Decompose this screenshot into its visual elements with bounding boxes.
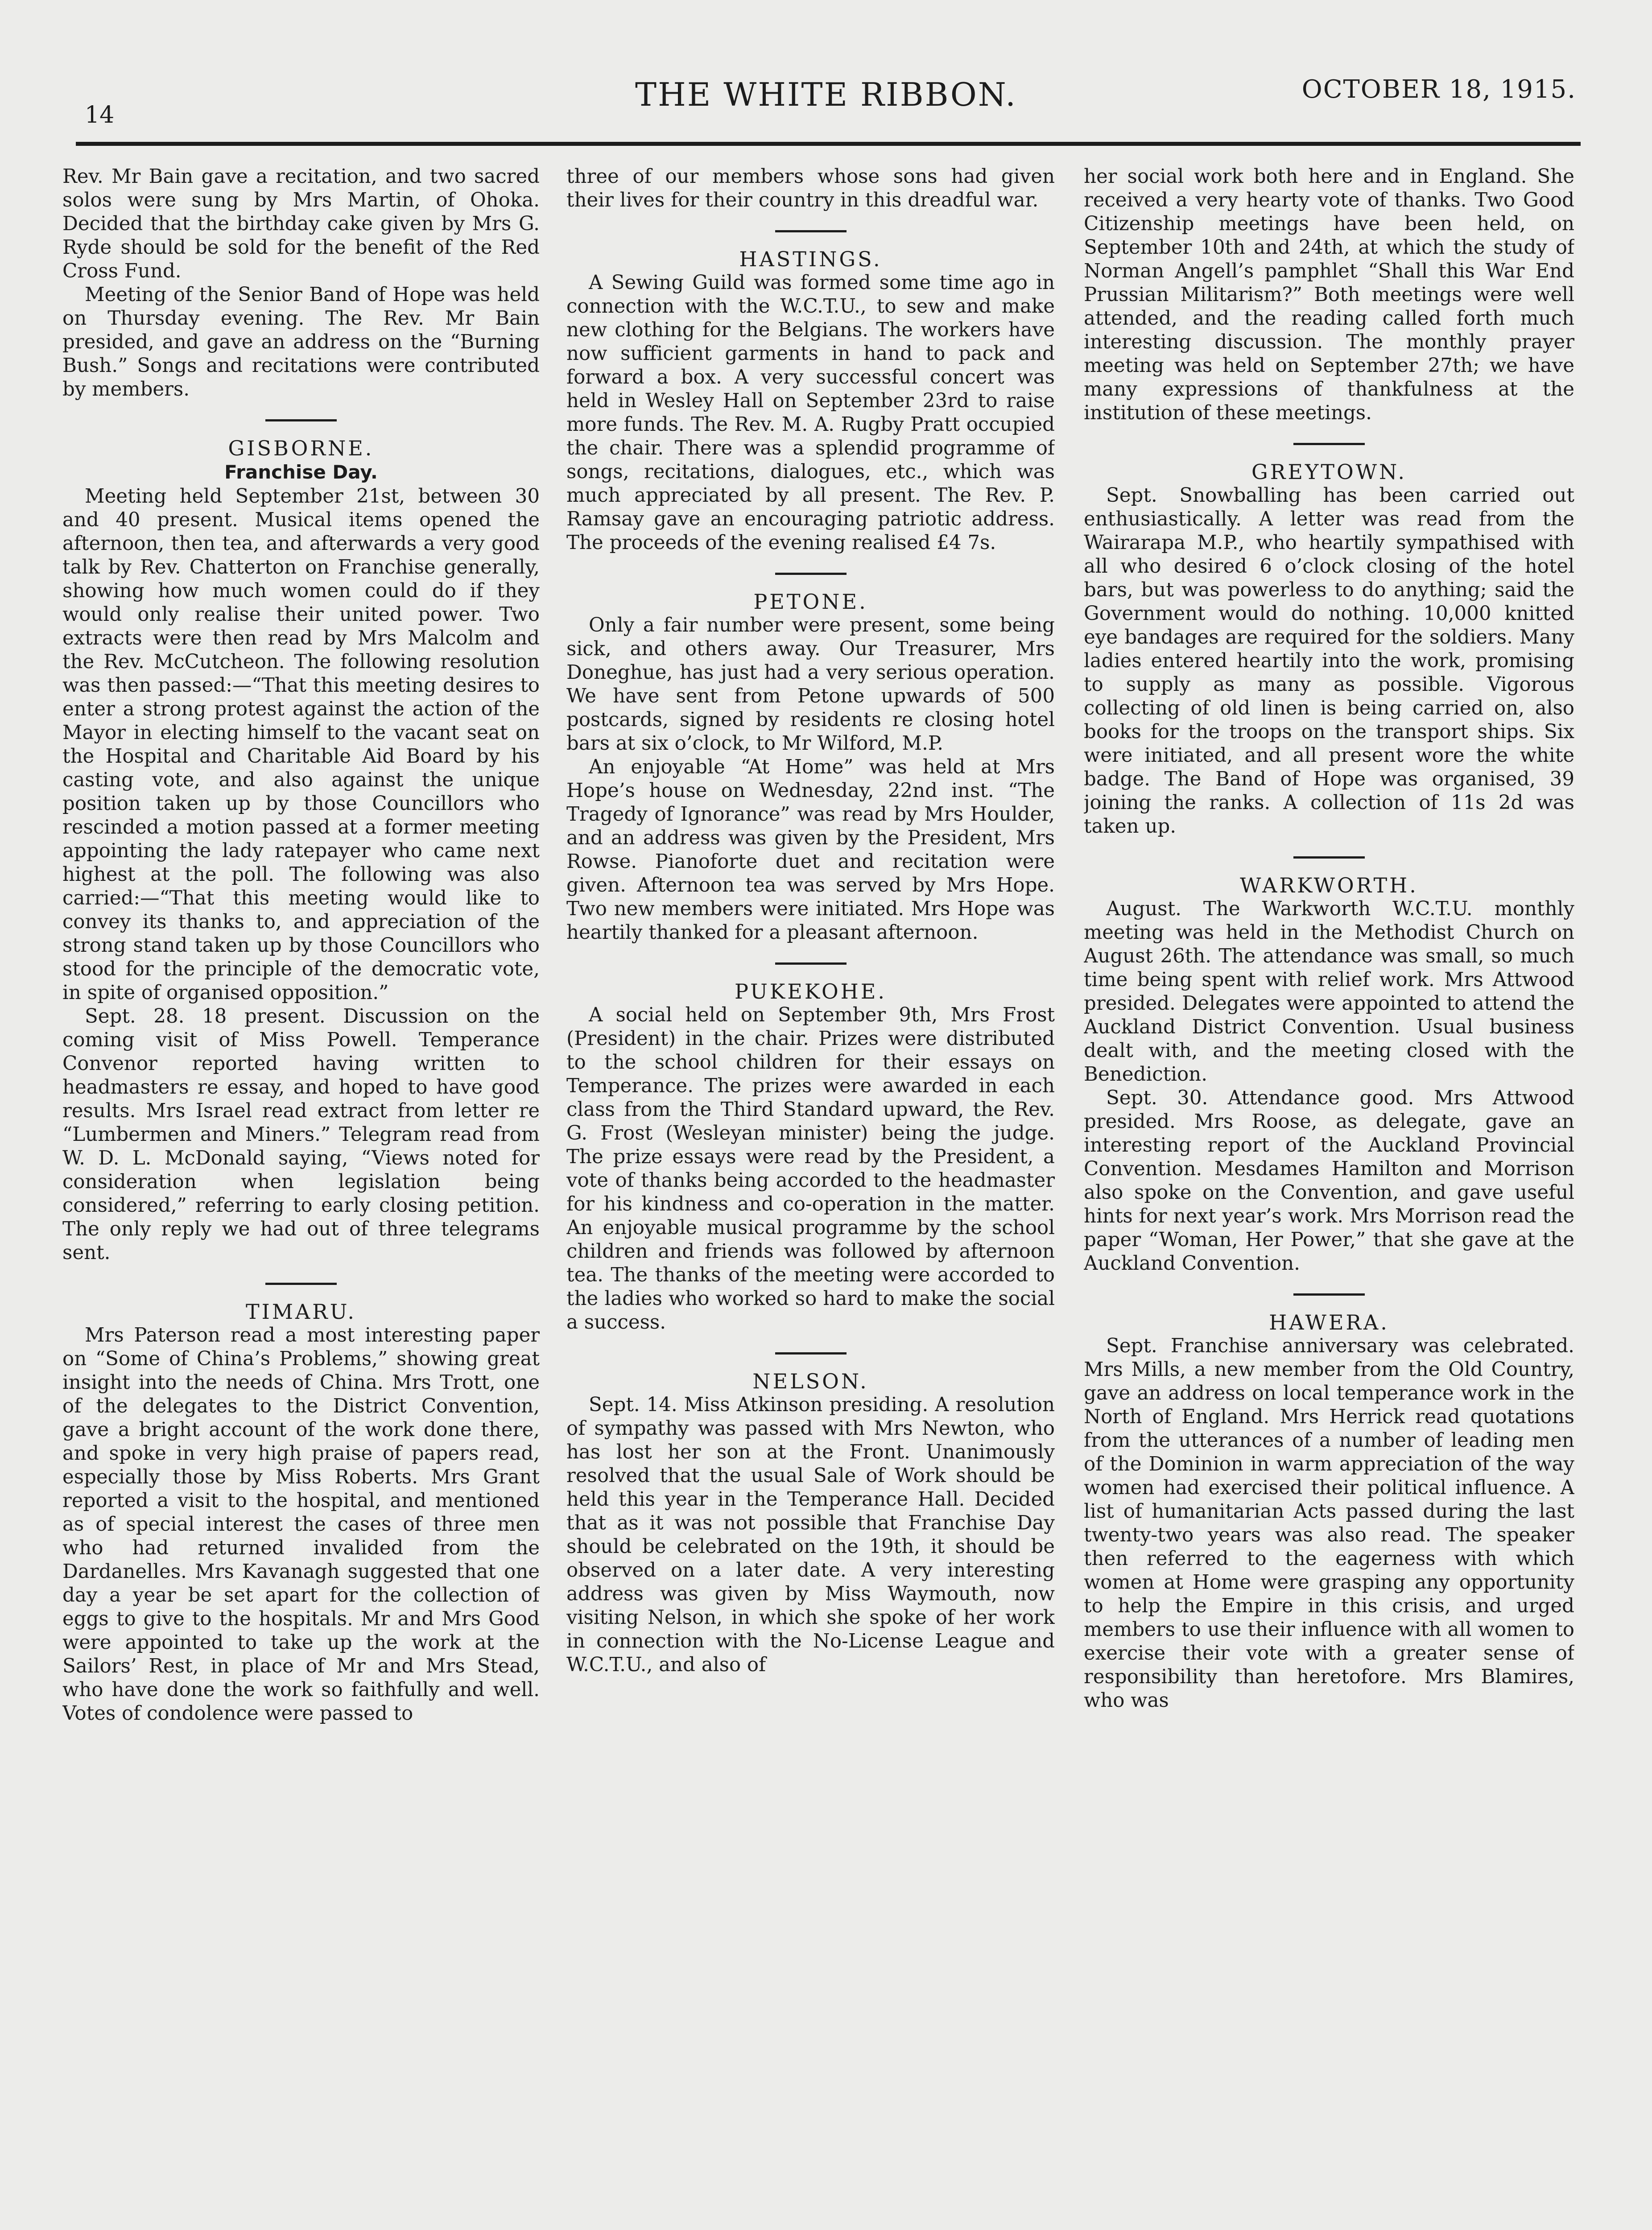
paragraph: Sept. 14. Miss Atkinson presiding. A resolution of sympathy was passed with Mrs Newton, who has lost her son at the Front. Unanimously resolved that the usual Sale of Work should be held this year in the Temperance Hall. Decided that as it was not possible that Franchise Day should be celebrated on the 19th, it should be observed on a later date. A very interesting address was given by Miss Waymouth, now visiting Nelson, in which she spoke of her work in connection with the No-License League and W.C.T.U., and also of xyxy=(566,1394,1055,1676)
paragraph: her social work both here and in England. She received a very hearty vote of thanks. Two Good Citizenship meetings have been held, on September 10th and 24th, at which the study of Norman Angell’s pamphlet “Shall this War End Prussian Militarism?” Both meetings were well attended, and the reading called forth much interesting discussion. The monthly prayer meeting was held on September 27th; we have many expressions of thankfulness at the institution of these meetings. xyxy=(1084,165,1574,424)
paragraph: Only a fair number were present, some being sick, and others away. Our Treasurer, Mrs Doneghue, has just had a very serious operation. We have sent from Petone upwards of 500 postcards, signed by residents re closing hotel bars at six o’clock, to Mr Wilford, M.P. xyxy=(566,614,1055,755)
section-divider xyxy=(265,1283,337,1285)
section-divider xyxy=(775,1352,847,1355)
page-header xyxy=(0,0,1652,147)
section-divider xyxy=(775,573,847,575)
column-1 xyxy=(62,165,540,2230)
section-title-hawera: HAWERA. xyxy=(1269,1310,1389,1334)
paragraph: Mrs Paterson read a most interesting paper on “Some of China’s Problems,” showing great insight into the needs of China. Mrs Trott, one of the delegates to the District Convention, gave a bright account of the work done there, and spoke in very high praise of papers read, especially those by Miss Roberts. Mrs Grant reported a visit to the hospital, and mentioned as of special interest the cases of three men who had returned invalided from the Dardanelles. Mrs Kavanagh suggested that one day a year be set apart for the collection of eggs to give to the hospitals. Mr and Mrs Good were appointed to take up the work at the Sailors’ Rest, in place of Mr and Mrs Stead, who have done the work so faithfully and well. Votes of condolence were passed to xyxy=(62,1324,540,1725)
paragraph: Sept. 28. 18 present. Discussion on the coming visit of Miss Powell. Temperance Convenor reported having written to headmasters re essay, and hoped to have good results. Mrs Israel read extract from letter re “Lumbermen and Miners.” Telegram read from W. D. L. McDonald saying, “Views noted for consideration when legislation being considered,” referring to early closing petition. The only reply we had out of three telegrams sent. xyxy=(62,1005,540,1264)
paragraph: An enjoyable “At Home” was held at Mrs Hope’s house on Wednesday, 22nd inst. “The Tragedy of Ignorance” was read by Mrs Houlder, and an address was given by the President, Mrs Rowse. Pianoforte duet and recitation were given. Afternoon tea was served by Mrs Hope. Two new members were initiated. Mrs Hope was heartily thanked for a pleasant afternoon. xyxy=(566,756,1055,944)
section-title-timaru: TIMARU. xyxy=(246,1300,356,1324)
paragraph: A Sewing Guild was formed some time ago in connection with the W.C.T.U., to sew and make new clothing for the Belgians. The workers have now sufficient garments in hand to pack and forward a box. A very successful concert was held in Wesley Hall on September 23rd to raise more funds. The Rev. M. A. Rugby Pratt occupied the chair. There was a splendid programme of songs, recitations, dialogues, etc., which was much appreciated by all present. The Rev. P. Ramsay gave an encouraging patriotic address. The proceeds of the evening realised £4 7s. xyxy=(566,272,1055,554)
section-divider xyxy=(265,419,337,421)
section-title-hastings: HASTINGS. xyxy=(739,247,882,271)
section-subtitle: Franchise Day. xyxy=(224,461,378,483)
section-title-nelson: NELSON. xyxy=(752,1369,869,1393)
paragraph: Sept. 30. Attendance good. Mrs Attwood presided. Mrs Roose, as delegate, gave an interesting report of the Auckland Provincial Convention. Mesdames Hamilton and Morrison also spoke on the Convention, and gave useful hints for next year’s work. Mrs Morrison read the paper “Woman, Her Power,” that she gave at the Auckland Convention. xyxy=(1084,1087,1574,1275)
paragraph: Sept. Franchise anniversary was celebrated. Mrs Mills, a new member from the Old Country, gave an address on local temperance work in the North of England. Mrs Herrick read quotations from the utterances of a number of leading men of the Dominion in warm appreciation of the way women had exercised their political influence. A list of humanitarian Acts passed during the last twenty-two years was also read. The speaker then referred to the eagerness with which women at Home were grasping any opportunity to help the Empire in this crisis, and urged members to use their influence with all women to exercise their vote with a greater sense of responsibility than heretofore. Mrs Blamires, who was xyxy=(1084,1335,1574,1712)
section-divider xyxy=(1293,443,1365,445)
paragraph: three of our members whose sons had given their lives for their country in this dreadful war. xyxy=(566,165,1055,211)
paragraph: A social held on September 9th, Mrs Frost (President) in the chair. Prizes were distributed to the school children for their essays on Temperance. The prizes were awarded in each class from the Third Standard upward, the Rev. G. Frost (Wesleyan minister) being the judge. The prize essays were read by the President, a vote of thanks being accorded to the headmaster for his kindness and co-operation in the matter. An enjoyable musical programme by the school children and friends was followed by afternoon tea. The thanks of the meeting were accorded to the ladies who worked so hard to make the social a success. xyxy=(566,1004,1055,1334)
section-divider xyxy=(775,962,847,965)
column-3 xyxy=(1084,165,1574,2230)
header-rule xyxy=(76,142,1581,146)
section-title-petone: PETONE. xyxy=(753,590,868,614)
paragraph: Rev. Mr Bain gave a recitation, and two sacred solos were sung by Mrs Martin, of Ohoka. Decided that the birthday cake given by Mrs G. Ryde should be sold for the benefit of the Red Cross Fund. xyxy=(62,165,540,282)
issue-date: OCTOBER 18, 1915. xyxy=(1301,75,1576,104)
section-title-greytown: GREYTOWN. xyxy=(1251,460,1407,484)
publication-title: THE WHITE RIBBON. xyxy=(635,76,1017,113)
page-number: 14 xyxy=(85,102,115,128)
section-title-gisborne: GISBORNE. xyxy=(228,436,374,460)
section-divider xyxy=(775,230,847,232)
section-divider xyxy=(1293,856,1365,859)
paragraph: Sept. Snowballing has been carried out enthusiastically. A letter was read from the Wairarapa M.P., who heartily sympathised with all who desired 6 o’clock closing of the hotel bars, but was powerless to do anything; said the Government would do nothing. 10,000 knitted eye bandages are required for the soldiers. Many ladies entered heartily into the work, promising to supply as many as possible. Vigorous collecting of old linen is being carried on, also books for the troops on the transport ships. Six were initiated, and all present wore the white badge. The Band of Hope was organised, 39 joining the ranks. A collection of 11s 2d was taken up. xyxy=(1084,484,1574,838)
paragraph: August. The Warkworth W.C.T.U. monthly meeting was held in the Methodist Church on August 26th. The attendance was small, so much time being spent with relief work. Mrs Attwood presided. Delegates were appointed to attend the Auckland District Convention. Usual business dealt with, and the meeting closed with the Benediction. xyxy=(1084,898,1574,1086)
column-2 xyxy=(566,165,1055,2230)
paragraph: Meeting held September 21st, between 30 and 40 present. Musical items opened the afternoon, then tea, and afterwards a very good talk by Rev. Chatterton on Franchise generally, showing how much women could do if they would only realise their united power. Two extracts were then read by Mrs Malcolm and the Rev. McCutcheon. The following resolution was then passed:—“That this meeting desires to enter a strong protest against the action of the Mayor in electing himself to the vacant seat on the Hospital and Charitable Aid Board by his casting vote, and also against the unique position taken up by those Councillors who rescinded a motion passed at a former meeting appointing the lady ratepayer who came next highest at the poll. The following was also carried:—“That this meeting would like to convey its thanks to, and appreciation of the strong stand taken up by those Councillors who stood for the principle of the democratic vote, in spite of organised opposition.” xyxy=(62,485,540,1004)
paragraph: Meeting of the Senior Band of Hope was held on Thursday evening. The Rev. Mr Bain presided, and gave an address on the “Burning Bush.” Songs and recitations were contributed by members. xyxy=(62,284,540,401)
section-divider xyxy=(1293,1293,1365,1296)
section-title-pukekohe: PUKEKOHE. xyxy=(734,979,887,1004)
section-title-warkworth: WARKWORTH. xyxy=(1240,873,1418,897)
